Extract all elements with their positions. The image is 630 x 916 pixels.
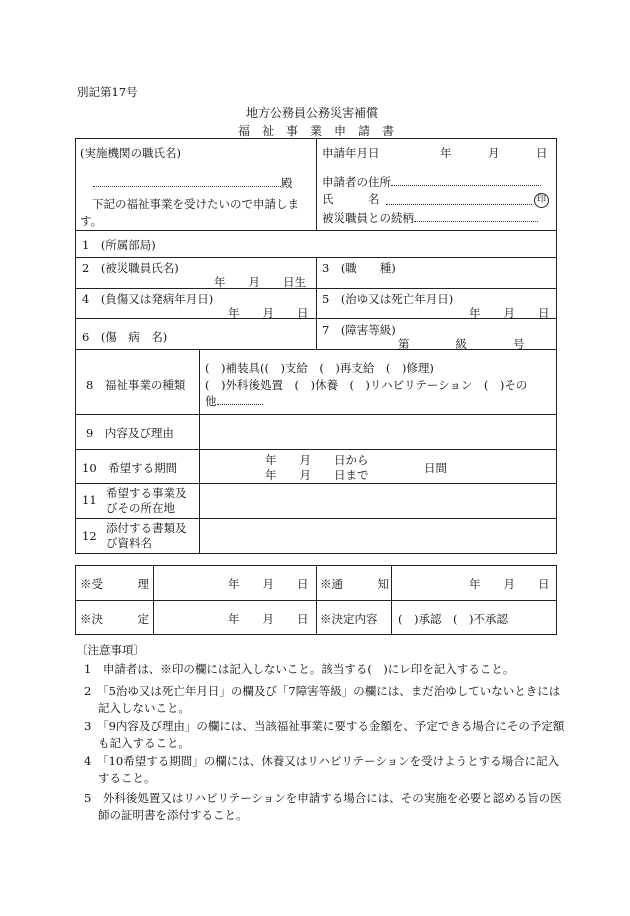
- date-day: 日: [536, 146, 548, 160]
- row10-days: 日間: [424, 461, 447, 475]
- dono-label: 殿: [281, 176, 293, 190]
- notice-date: 年 月 日: [469, 577, 550, 591]
- form-number: 別記第17号: [77, 85, 138, 99]
- institution-label: (実施機関の職氏名): [80, 146, 181, 160]
- row9-label: 9 内容及び理由: [86, 426, 174, 440]
- note-item: 1 申請者は、※印の欄には記入しないこと。該当する( )にレ印を記入すること。: [84, 662, 515, 676]
- row2-birth-date: 年 月 日生: [214, 275, 306, 289]
- row8-label: 8 福祉事業の種類: [86, 378, 186, 392]
- date-label: 申請年月日: [322, 146, 380, 160]
- row12-label: 添付する書類及び資料名: [106, 521, 187, 550]
- decision-options[interactable]: ( )承認 ( )不承認: [398, 612, 508, 626]
- name-label: 氏 名: [322, 192, 380, 206]
- decision-label: ※決 定: [80, 612, 149, 626]
- row5-date: 年 月 日: [469, 306, 550, 320]
- name-input[interactable]: [386, 193, 532, 208]
- relation-label: 被災職員との続柄: [322, 211, 414, 225]
- receipt-date: 年 月 日: [228, 577, 309, 591]
- note-item: 3 「9内容及び理由」の欄には、当該福祉事業に要する金額を、予定できる場合にその予定額も記入すること。: [84, 719, 565, 750]
- row10-label: 10 希望する期間: [82, 461, 178, 475]
- form-title-line1: 地方公務員公務災害補償: [246, 106, 379, 120]
- address-field[interactable]: [322, 173, 541, 190]
- date-year: 年: [440, 146, 452, 160]
- row6-label: 6 (傷 病 名): [82, 330, 168, 344]
- receipt-label: ※受 理: [80, 577, 149, 591]
- form-title-line2: 福 祉 事 業 申 請 書: [238, 124, 395, 138]
- row4-label: 4 (負傷又は発病年月日): [82, 292, 214, 306]
- row7-label: 7 (障害等級): [322, 323, 396, 337]
- row7-grade: 第 級 号: [398, 337, 525, 351]
- row3-label: 3 (職 種): [322, 261, 396, 275]
- row8-other[interactable]: 他: [205, 393, 263, 409]
- date-month: 月: [488, 146, 500, 160]
- request-text: 下記の福祉事業を受けたいので申請します。: [80, 197, 299, 228]
- decision-content-label: ※決定内容: [320, 612, 378, 626]
- row8-option-line1[interactable]: ( )補装具(( )支給 ( )再支給 ( )修理): [205, 361, 434, 375]
- notice-label: ※通 知: [320, 577, 389, 591]
- note-item: 2 「5治ゆ又は死亡年月日」の欄及び「7障害等級」の欄には、まだ治ゆしていないときには記入しないこと。: [84, 684, 561, 715]
- address-label: 申請者の住所: [322, 175, 391, 189]
- row2-label: 2 (被災職員氏名): [82, 261, 179, 275]
- row10-from-date: 年 月 日から: [265, 453, 369, 467]
- row11-number: 11: [82, 493, 97, 507]
- institution-input[interactable]: [93, 174, 293, 191]
- decision-date: 年 月 日: [228, 612, 309, 626]
- row11-label: 希望する事業及びその所在地: [106, 486, 187, 515]
- relation-field[interactable]: [322, 209, 538, 226]
- row10-to-date: 年 月 日まで: [265, 468, 369, 482]
- row5-label: 5 (治ゆ又は死亡年月日): [322, 292, 454, 306]
- row12-number: 12: [82, 529, 97, 543]
- note-item: 4 「10希望する期間」の欄には、休養又はリハビリテーションを受けようとする場合に記入すること。: [84, 754, 560, 785]
- seal-icon: 印: [534, 191, 549, 208]
- row4-date: 年 月 日: [228, 306, 309, 320]
- row1-label: 1 (所属部局): [82, 238, 156, 252]
- note-item: 5 外科後処置又はリハビリテーションを申請する場合には、その実施を必要と認める旨の医師の証明書を添付すること。: [84, 791, 562, 822]
- notes-heading: 〔注意事項〕: [76, 643, 145, 657]
- row8-option-line2[interactable]: ( )外科後処置 ( )休養 ( )リハビリテーション ( )その: [205, 378, 528, 392]
